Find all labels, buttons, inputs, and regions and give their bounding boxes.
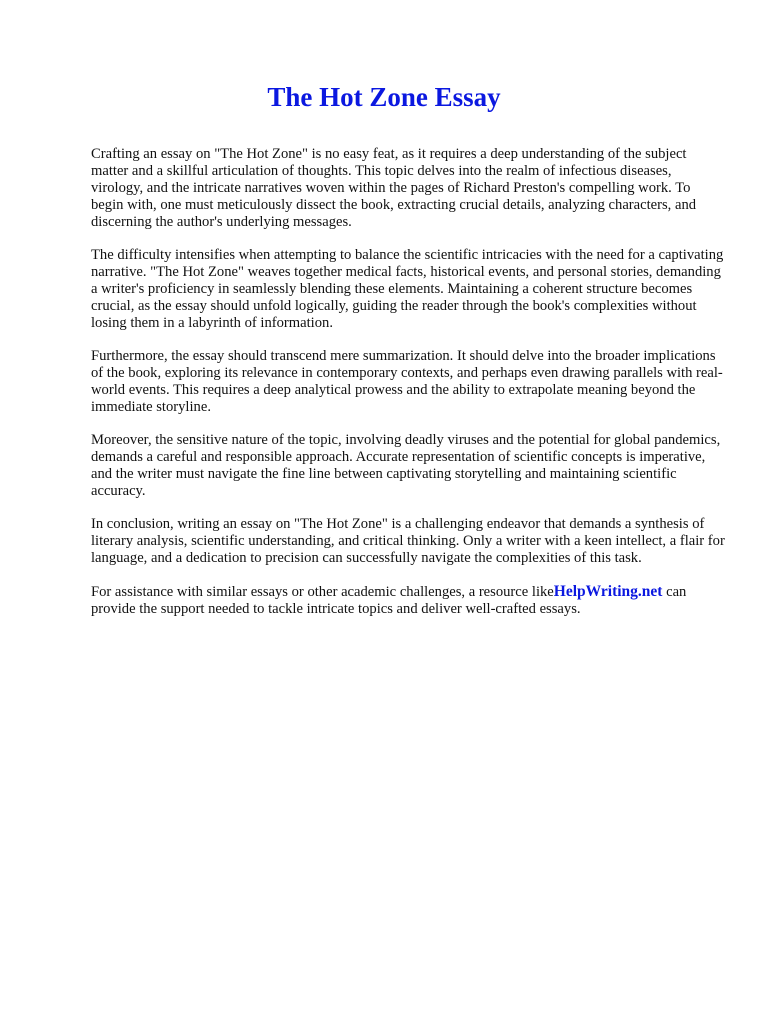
paragraph-5: In conclusion, writing an essay on "The Hot Zone" is a challenging endeavor that demands a synthesis of literary analysis, scientific understanding, and critical thinking. Only a writer with a keen intellect, a flair for language, and a dedication to precision can successfully navigate the complexities of this task. [91,516,725,566]
paragraph-3: Furthermore, the essay should transcend mere summarization. It should delve into the broader implications of the book, exploring its relevance in contemporary contexts, and perhaps even drawing parallels with real-world events. This requires a deep analytical prowess and the ability to extrapolate meaning beyond the immediate storyline. [91,348,723,415]
paragraph-2: The difficulty intensifies when attempting to balance the scientific intricacies with the need for a captivating narrative. "The Hot Zone" weaves together medical facts, historical events, and personal stories, demanding a writer's proficiency in seamlessly blending these elements. Maintaining a coherent structure becomes crucial, as the essay should unfold logically, guiding the reader through the book's complexities without losing them in a labyrinth of information. [91,247,724,331]
helpwriting-link[interactable]: HelpWriting.net [553,583,663,600]
page-title: The Hot Zone Essay [267,82,501,112]
final-paragraph-before-link: For assistance with similar essays or other academic challenges, a resource like [91,584,554,600]
paragraph-1: Crafting an essay on "The Hot Zone" is no easy feat, as it requires a deep understanding of the subject matter and a skillful articulation of thoughts. This topic delves into the realm of infectious diseases, virology, and the intricate narratives woven within the pages of Richard Preston's compelling work. To begin with, one must meticulously dissect the book, extracting crucial details, analyzing characters, and discerning the author's underlying messages. [91,146,697,230]
paragraph-6 [91,583,725,618]
paragraph-4: Moreover, the sensitive nature of the topic, involving deadly viruses and the potential for global pandemics, demands a careful and responsible approach. Accurate representation of scientific concepts is imperative, and the writer must navigate the fine line between captivating storytelling and maintaining scientific accuracy. [91,432,721,499]
final-paragraph-after-link: can provide the support needed to tackle intricate topics and deliver well-crafted essays. [91,584,687,617]
essay-body [91,146,725,634]
